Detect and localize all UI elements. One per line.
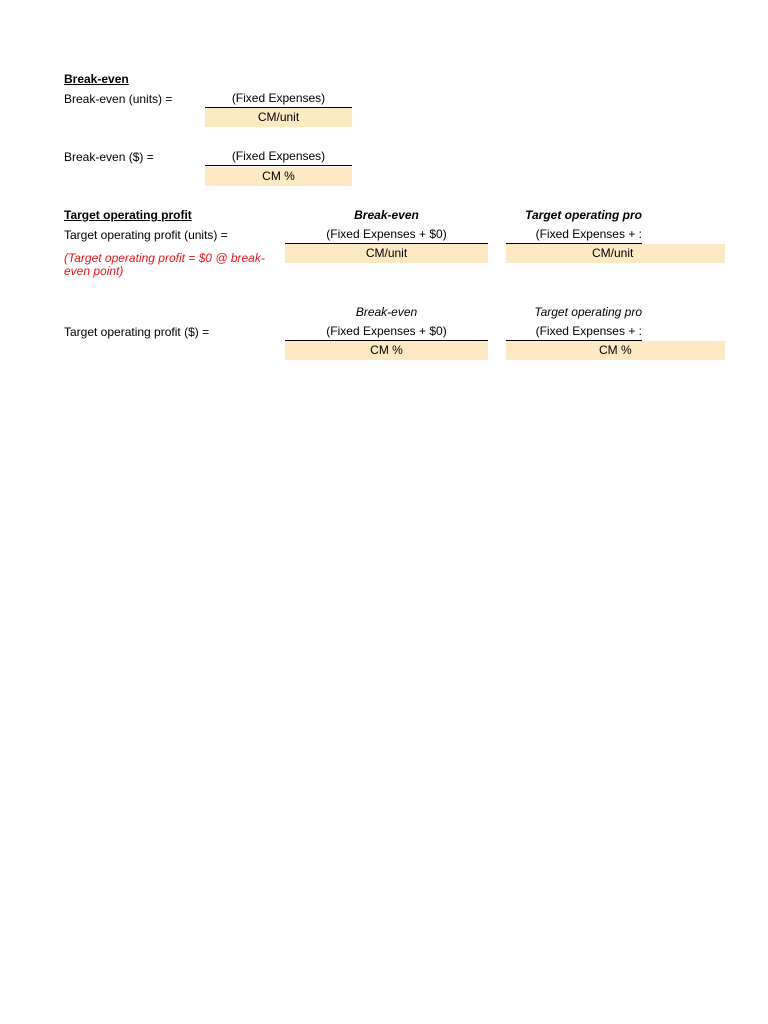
target-units-breakeven-denominator: CM/unit [285, 244, 488, 263]
target-dollars-target-denominator-text: CM % [599, 343, 632, 357]
column-header-target-2: Target operating pro [534, 305, 642, 319]
target-units-target-denominator-text: CM/unit [592, 246, 634, 260]
column-header-breakeven: Break-even [354, 208, 419, 222]
target-units-label: Target operating profit (units) = [64, 228, 228, 242]
target-dollars-label: Target operating profit ($) = [64, 325, 210, 339]
breakeven-dollars-label: Break-even ($) = [64, 150, 154, 164]
breakeven-units-denominator: CM/unit [205, 108, 352, 127]
column-header-breakeven-2: Break-even [355, 305, 418, 319]
target-units-target-denominator [506, 244, 725, 263]
target-units-breakeven-numerator: (Fixed Expenses + $0) [285, 226, 488, 244]
target-dollars-breakeven-numerator: (Fixed Expenses + $0) [285, 323, 488, 341]
target-dollars-target-denominator [506, 341, 725, 360]
breakeven-note: (Target operating profit = $0 @ break-even point) [64, 251, 265, 278]
target-dollars-target-numerator: (Fixed Expenses + : [506, 323, 642, 341]
target-profit-heading: Target operating profit [64, 208, 192, 222]
target-dollars-breakeven-denominator: CM % [285, 341, 488, 360]
breakeven-units-label: Break-even (units) = [64, 92, 173, 106]
breakeven-units-numerator: (Fixed Expenses) [205, 90, 352, 108]
breakeven-dollars-numerator: (Fixed Expenses) [205, 148, 352, 166]
breakeven-dollars-denominator: CM % [205, 167, 352, 186]
column-header-target: Target operating pro [525, 208, 642, 222]
breakeven-heading: Break-even [64, 72, 129, 86]
target-units-target-numerator: (Fixed Expenses + : [506, 226, 642, 244]
